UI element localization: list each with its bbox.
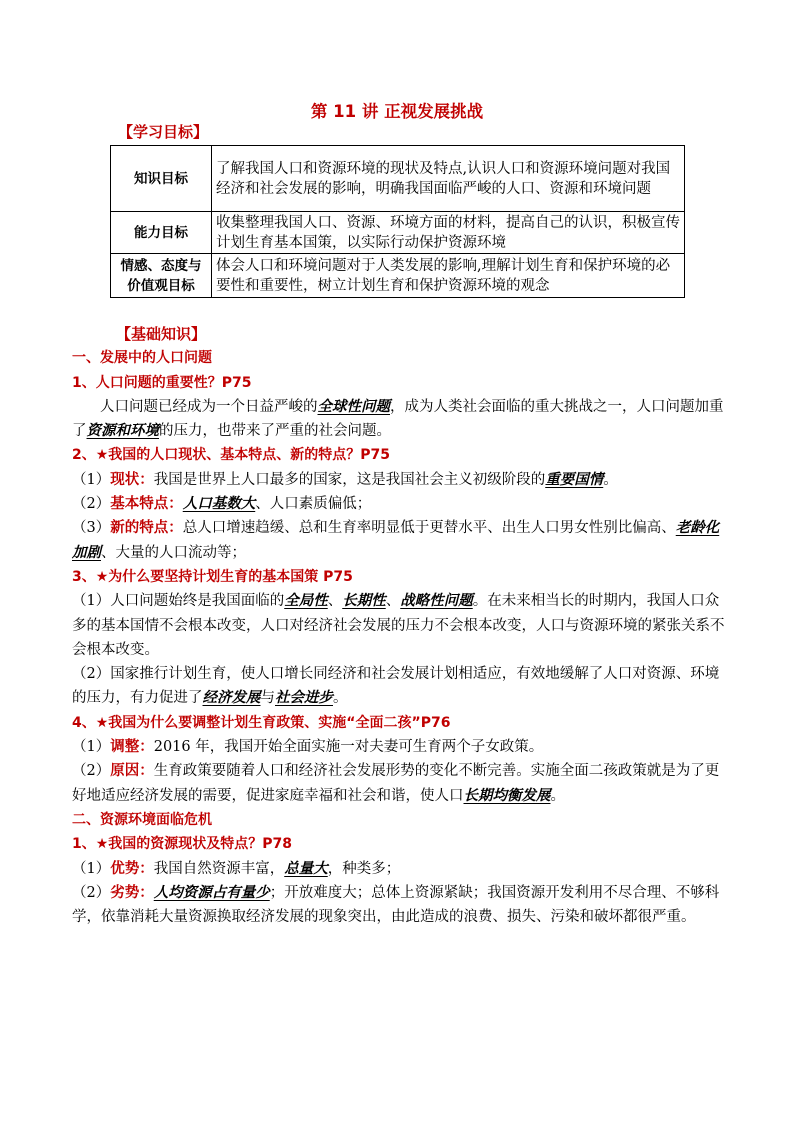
answer-text: ，种类多； [327, 860, 401, 877]
table-row [111, 254, 685, 298]
answer-text: 我国是世界上人口最多的国家，这是我国社会主义初级阶段的 [153, 471, 546, 488]
question-1-3-heading: 3、★为什么要坚持计划生育的基本国策 P75 [72, 568, 353, 585]
item-number: （2） [72, 884, 111, 901]
list-item [72, 881, 732, 930]
answer-text: 人口问题已经成为一个日益严峻的 [100, 398, 318, 415]
list-item [72, 857, 732, 881]
question-1-2-heading: 2、★我国的人口现状、基本特点、新的特点？P75 [72, 447, 391, 464]
knowledge-goal-text: 了解我国人口和资源环境的现状及特点,认识人口和资源环境问题对我国经济和社会发展的影响，明确我国面临严峻的人口、资源和环境问题 [212, 146, 685, 212]
separator: 、 [327, 593, 343, 610]
keyword: 经济发展 [202, 689, 261, 707]
keyword: 长期均衡发展 [463, 786, 551, 804]
knowledge-goal-label: 知识目标 [111, 146, 212, 212]
lesson-title: 第 11 讲 正视发展挑战 [310, 102, 484, 121]
answer-text: ；开放难度大；总体上资源紧缺；我国资源开发利用不尽合理、不够科学，依靠消耗大量资源换取经济发展的现象突出，由此造成的浪费、损失、污染和破坏都很严重。 [72, 884, 720, 926]
keyword: 总量大 [284, 859, 328, 877]
table-row [111, 146, 685, 212]
answer-text: 。 [603, 471, 618, 488]
item-label: 调整： [110, 739, 154, 756]
basic-knowledge-section [72, 322, 732, 929]
answer-text: ，成为人类社会面临的重大挑战之一，人口问题加重了 [72, 398, 724, 440]
basics-heading: 【基础知识】 [116, 325, 207, 343]
answer-text: 国家推行计划生育，使人口增长同经济和社会发展计划相适应，有效地缓解了人口对资源、环境的压力，有力促进了 [72, 666, 720, 707]
keyword: 社会进步 [275, 689, 333, 707]
item-label: 优势： [110, 860, 154, 877]
keyword: 老龄化加剧 [72, 519, 720, 561]
list-item [72, 735, 732, 759]
table-row [111, 212, 685, 254]
keyword: 战略性问题 [400, 592, 473, 610]
answer-text: 总人口增速趋缓、总和生育率明显低于更替水平、出生人口男女性别比偏高、 [182, 520, 676, 537]
answer-text: 、人口素质偏低； [255, 496, 372, 513]
item-label: 劣势： [110, 884, 154, 901]
list-item [72, 492, 732, 516]
item-number: （2） [72, 763, 111, 780]
keyword: 全局性 [284, 592, 328, 610]
answer-text: 生育政策要随着人口和经济社会发展形势的变化不断完善。实施全面二孩政策就是为了更好地适应经济发展的需要，促进家庭幸福和社会和谐，使人口 [72, 763, 720, 804]
ability-goal-text: 收集整理我国人口、资源、环境方面的材料，提高自己的认识，积极宣传计划生育基本国策，以实际行动保护资源环境 [212, 212, 685, 254]
objectives-table [110, 145, 685, 298]
keyword: 重要国情 [545, 470, 604, 488]
answer-text: 2016 年，我国开始全面实施一对夫妻可生育两个子女政策。 [153, 739, 544, 756]
attitude-goal-label-line1: 情感、态度与 [120, 257, 202, 274]
answer-text: 。 [333, 690, 348, 707]
item-number: （2） [72, 666, 111, 683]
answer-text: 人口问题始终是我国面临的 [110, 593, 285, 610]
answer-text: 、大量的人口流动等； [101, 544, 246, 561]
item-label: 基本特点： [110, 496, 183, 513]
item-number: （3） [72, 520, 111, 537]
item-number: （1） [72, 739, 111, 756]
answer-text: 我国自然资源丰富， [153, 860, 285, 877]
list-item [72, 662, 732, 711]
question-1-1-answer [72, 395, 732, 444]
keyword: 人均资源占有量少 [153, 883, 270, 901]
objectives-heading: 【学习目标】 [118, 123, 209, 141]
question-2-1-heading: 1、★我国的资源现状及特点？P78 [72, 836, 293, 853]
separator: 、 [385, 593, 401, 610]
ability-goal-label: 能力目标 [111, 212, 212, 254]
attitude-goal-label-line2: 价值观目标 [127, 277, 195, 294]
item-number: （1） [72, 860, 111, 877]
question-1-1-heading: 1、人口问题的重要性？P75 [72, 374, 252, 391]
keyword: 人口基数大 [182, 495, 256, 513]
attitude-goal-label [111, 254, 212, 298]
answer-text: 的压力，也带来了严重的社会问题。 [159, 423, 391, 440]
item-number: （1） [72, 593, 111, 610]
keyword: 资源和环境 [86, 422, 159, 440]
item-number: （1） [72, 471, 111, 488]
item-label: 新的特点： [110, 520, 183, 537]
item-label: 原因： [110, 763, 154, 780]
question-1-4-heading: 4、★我国为什么要调整计划生育政策、实施“全面二孩”P76 [72, 714, 451, 731]
attitude-goal-text: 体会人口和环境问题对于人类发展的影响,理解计划生育和保护环境的必要性和重要性，树立计划生育和保护资源环境的观念 [212, 254, 685, 298]
section-1-heading: 一、发展中的人口问题 [72, 350, 212, 367]
item-number: （2） [72, 496, 111, 513]
keyword: 长期性 [342, 592, 386, 610]
separator: 与 [260, 690, 275, 707]
list-item [72, 589, 732, 662]
list-item [72, 516, 732, 565]
section-2-heading: 二、资源环境面临危机 [72, 811, 212, 828]
answer-text: 。在未来相当长的时期内，我国人口众多的基本国情不会根本改变，人口对经济社会发展的压力不会根本改变，人口与资源环境的紧张关系不会根本改变。 [72, 593, 725, 658]
answer-text: 。 [550, 787, 565, 804]
keyword: 全球性问题 [317, 397, 390, 415]
item-label: 现状： [110, 471, 154, 488]
list-item [72, 759, 732, 808]
list-item [72, 468, 732, 492]
